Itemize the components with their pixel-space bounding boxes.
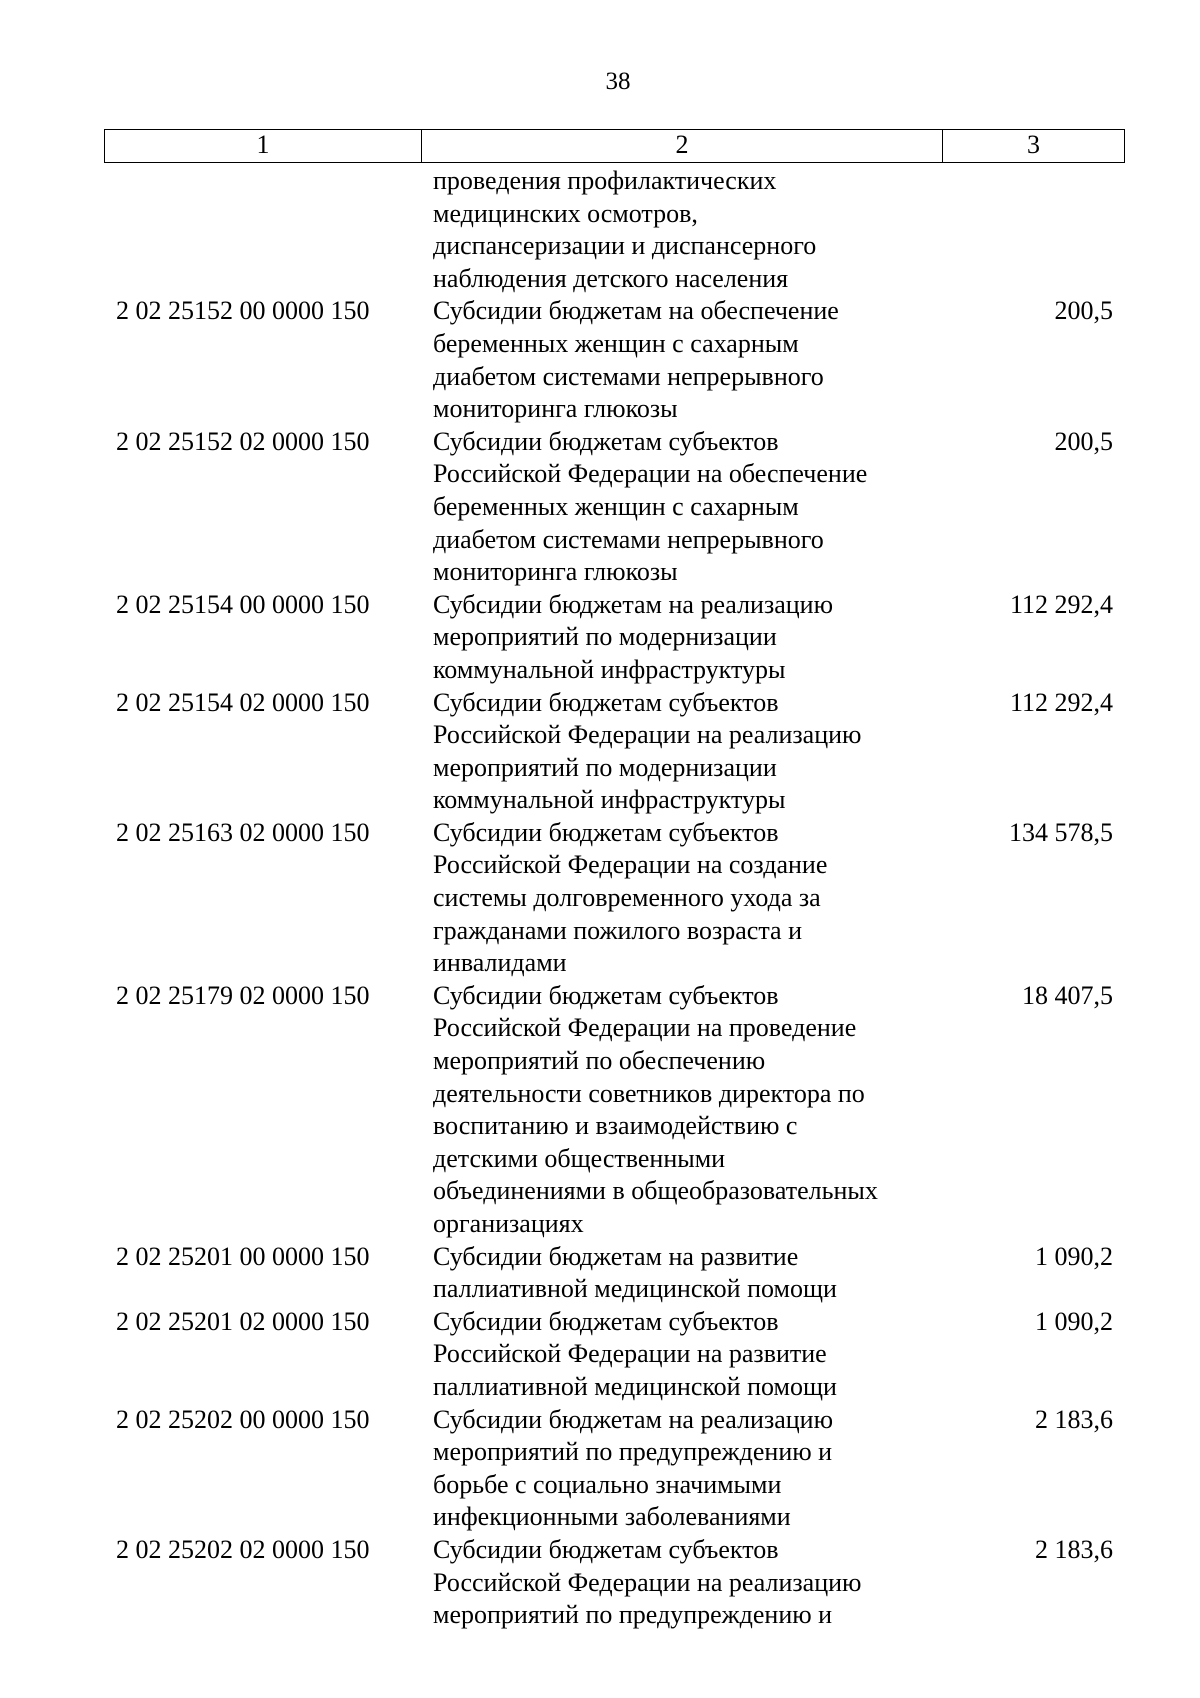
budget-code: 2 02 25202 00 0000 150	[116, 1404, 370, 1434]
description-line: Российской Федерации на создание	[433, 850, 828, 880]
budget-code: 2 02 25154 02 0000 150	[116, 687, 370, 717]
description-line: Субсидии бюджетам на реализацию	[433, 589, 834, 619]
description-line: Субсидии бюджетам на развитие	[433, 1241, 799, 1271]
table-row	[104, 1306, 1125, 1404]
description-line: объединениями в общеобразовательных	[433, 1176, 878, 1206]
budget-code: 2 02 25163 02 0000 150	[116, 817, 370, 847]
budget-code: 2 02 25152 02 0000 150	[116, 426, 370, 456]
description	[421, 295, 942, 425]
description-line: диабетом системами непрерывного	[433, 524, 824, 554]
amount	[942, 165, 1125, 295]
budget-code: 2 02 25179 02 0000 150	[116, 980, 370, 1010]
description-line: мониторинга глюкозы	[433, 394, 678, 424]
description-line: Российской Федерации на обеспечение	[433, 459, 868, 489]
amount: 200,5	[1054, 426, 1113, 456]
description-line: Субсидии бюджетам субъектов	[433, 980, 779, 1010]
column-header-2: 2	[422, 130, 943, 162]
description-line: Российской Федерации на проведение	[433, 1013, 857, 1043]
column-header-3: 3	[1027, 130, 1040, 159]
description-line: Субсидии бюджетам субъектов	[433, 1306, 779, 1336]
description-line: мероприятий по предупреждению и	[433, 1437, 833, 1467]
amount: 2 183,6	[1035, 1534, 1113, 1564]
table-row	[104, 589, 1125, 687]
description-line: деятельности советников директора по	[433, 1078, 865, 1108]
table-row	[104, 1534, 1125, 1632]
column-header-1: 1	[105, 130, 422, 162]
description-line: Субсидии бюджетам на обеспечение	[433, 296, 839, 326]
description	[421, 817, 942, 980]
amount: 1 090,2	[1035, 1306, 1113, 1336]
table-row	[104, 426, 1125, 589]
description	[421, 980, 942, 1241]
description-line: мероприятий по предупреждению и	[433, 1600, 833, 1630]
description-line: мероприятий по обеспечению	[433, 1046, 766, 1076]
description-line: воспитанию и взаимодействию с	[433, 1111, 798, 1141]
description-line: Субсидии бюджетам субъектов	[433, 1534, 779, 1564]
description-line: Субсидии бюджетам на реализацию	[433, 1404, 834, 1434]
table-header	[104, 129, 1125, 163]
description	[421, 1404, 942, 1534]
description-line: инфекционными заболеваниями	[433, 1502, 791, 1532]
table-body	[104, 165, 1125, 1632]
description-line: Субсидии бюджетам субъектов	[433, 426, 779, 456]
amount: 200,5	[1054, 296, 1113, 326]
budget-code	[104, 165, 421, 295]
description	[421, 426, 942, 589]
table-row	[104, 817, 1125, 980]
amount: 134 578,5	[1009, 817, 1113, 847]
description-line: коммунальной инфраструктуры	[433, 785, 786, 815]
description-line: Субсидии бюджетам субъектов	[433, 817, 779, 847]
description-line: беременных женщин с сахарным	[433, 491, 799, 521]
description-line: системы долговременного ухода за	[433, 883, 821, 913]
amount: 112 292,4	[1009, 687, 1113, 717]
description	[421, 1241, 942, 1306]
description-line: Российской Федерации на развитие	[433, 1339, 827, 1369]
description-line: детскими общественными	[433, 1143, 726, 1173]
budget-code: 2 02 25201 02 0000 150	[116, 1306, 370, 1336]
description-line: Российской Федерации на реализацию	[433, 720, 862, 750]
description-line: медицинских осмотров,	[433, 198, 698, 228]
description-line: организациях	[433, 1209, 584, 1238]
description-line: мониторинга глюкозы	[433, 557, 678, 587]
table-row	[104, 1241, 1125, 1306]
description	[421, 1534, 942, 1632]
table-row	[104, 980, 1125, 1241]
amount: 18 407,5	[1022, 980, 1113, 1010]
description	[421, 165, 942, 295]
description-line: Субсидии бюджетам субъектов	[433, 687, 779, 717]
description-line: мероприятий по модернизации	[433, 622, 777, 652]
description-line: мероприятий по модернизации	[433, 752, 777, 782]
description-line: Российской Федерации на реализацию	[433, 1567, 862, 1597]
description-line: инвалидами	[433, 948, 567, 978]
amount: 1 090,2	[1035, 1241, 1113, 1271]
description-line: паллиативной медицинской помощи	[433, 1274, 837, 1304]
budget-code: 2 02 25152 00 0000 150	[116, 296, 370, 326]
table-row	[104, 295, 1125, 425]
description	[421, 589, 942, 687]
description	[421, 687, 942, 817]
amount: 2 183,6	[1035, 1404, 1113, 1434]
table-row	[104, 687, 1125, 817]
table-row	[104, 1404, 1125, 1534]
budget-code: 2 02 25201 00 0000 150	[116, 1241, 370, 1271]
table-row	[104, 165, 1125, 295]
budget-code: 2 02 25154 00 0000 150	[116, 589, 370, 619]
amount: 112 292,4	[1009, 589, 1113, 619]
description-line: беременных женщин с сахарным	[433, 328, 799, 358]
budget-code: 2 02 25202 02 0000 150	[116, 1534, 370, 1564]
description-line: гражданами пожилого возраста и	[433, 915, 802, 945]
description-line: паллиативной медицинской помощи	[433, 1371, 837, 1401]
description	[421, 1306, 942, 1404]
description-line: диабетом системами непрерывного	[433, 361, 824, 391]
page-number: 38	[605, 68, 631, 95]
description-line: наблюдения детского населения	[433, 263, 789, 293]
description-line: проведения профилактических	[433, 166, 777, 195]
description-line: диспансеризации и диспансерного	[433, 231, 817, 261]
description-line: борьбе с социально значимыми	[433, 1469, 782, 1499]
description-line: коммунальной инфраструктуры	[433, 654, 786, 684]
